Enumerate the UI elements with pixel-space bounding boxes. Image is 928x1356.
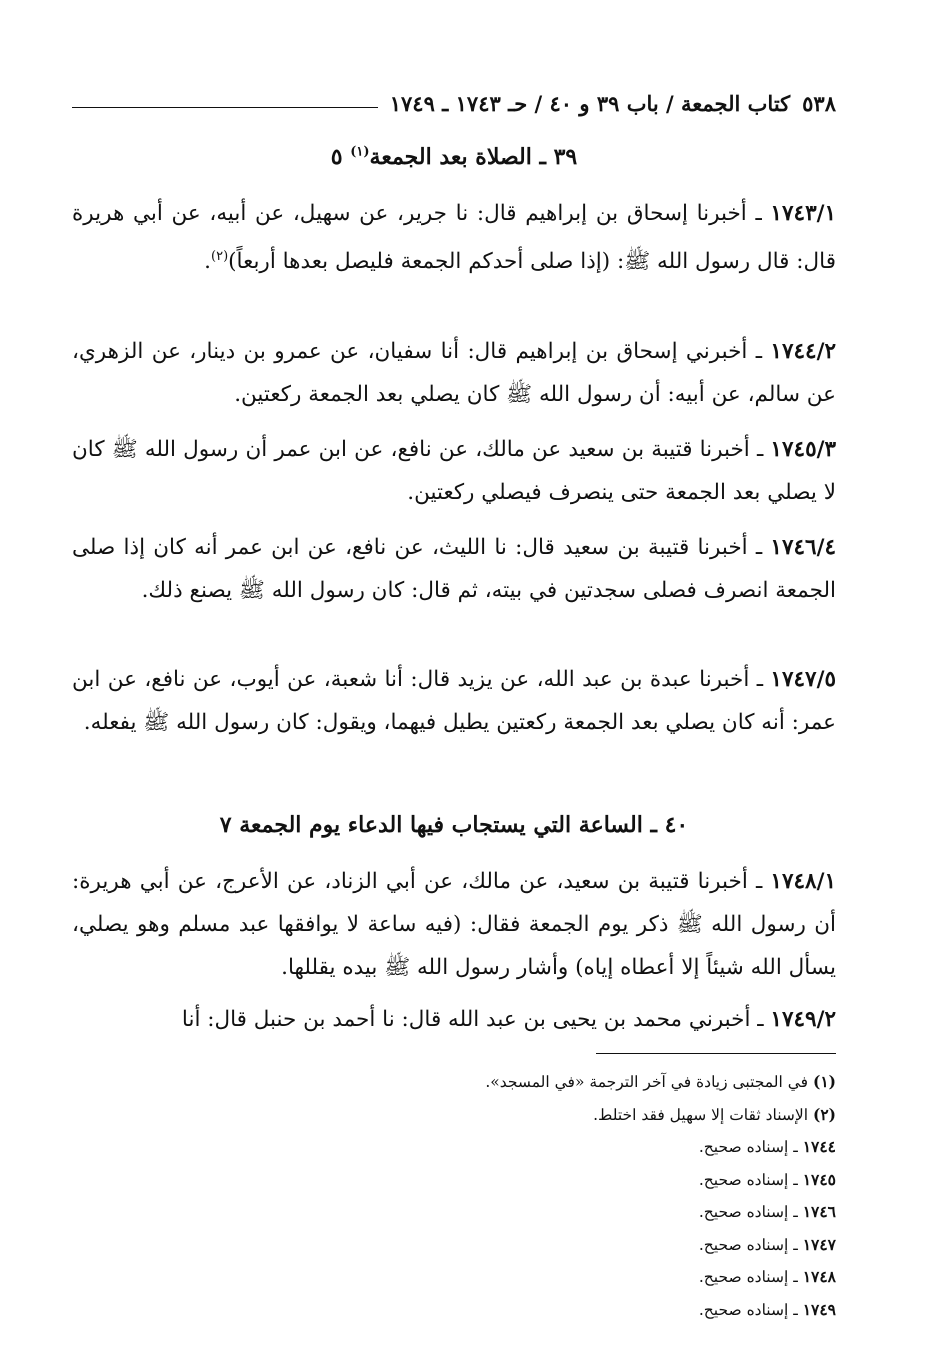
hadith-text: أخبرنا قتيبة بن سعيد قال: نا الليث، عن نافع، عن ابن عمر أنه كان إذا صلى الجمعة انصرف فصلى سجدتين في بيته، ثم قال: كان رسول الله ﷺ يصنع ذلك. [72, 535, 836, 603]
hadith-number: ١٧٤٣/١ [770, 201, 837, 226]
footnote-number: (١) [812, 1072, 836, 1091]
header-rule [72, 107, 378, 108]
hadith-number: ١٧٤٨/١ [770, 869, 836, 894]
footnote-text: في المجتبى زيادة في آخر الترجمة «في المسجد». [485, 1073, 809, 1091]
chapter-heading: ٣٩ ـ الصلاة بعد الجمعة$^{(١)}$ ٥ [330, 144, 578, 170]
footnote [72, 1164, 836, 1197]
chapter-title: الساعة التي يستجاب فيها الدعاء يوم الجمعة [239, 812, 643, 838]
footnote [72, 1196, 836, 1229]
hadith-text: أخبرنا عبدة بن عبد الله، عن يزيد قال: أنا شعبة، عن أيوب، عن نافع، عن ابن عمر: أنه كان يصلي بعد الجمعة ركعتين يطيل فيهما، ويقول: كان رسول الله ﷺ يفعله. [72, 667, 836, 735]
hadith-paragraph: ١٧٤٨/١ ـ أخبرنا قتيبة بن سعيد، عن مالك، عن أبي الزناد، عن الأعرج، عن أبي هريرة: أن رسول الله ﷺ ذكر يوم الجمعة فقال: (فيه ساعة لا يوافقها عبد مسلم وهو يصلي، يسأل الله شيئاً إلا أعطاه إياه) وأشار رسول الله ﷺ بيده يقللها. [72, 869, 836, 980]
footnote [72, 1066, 836, 1099]
footnote-ref: (٢) [211, 249, 229, 264]
footnote-text: ـ إسناده صحيح. [698, 1300, 798, 1319]
footnote-number: ١٧٤٧ [802, 1234, 836, 1254]
chapter-title: الصلاة بعد الجمعة [369, 144, 532, 170]
hadith-paragraph: ١٧٤٤/٢ ـ أخبرني إسحاق بن إبراهيم قال: أنا سفيان، عن عمرو بن دينار، عن الزهري، عن سالم، عن أبيه: أن رسول الله ﷺ كان يصلي بعد الجمعة ركعتين. [72, 339, 836, 407]
hadith-text: أخبرنا قتيبة بن سعيد عن مالك، عن نافع، عن ابن عمر أن رسول الله ﷺ كان لا يصلي بعد الجمعة حتى ينصرف فيصلي ركعتين. [72, 437, 836, 505]
hadith-paragraph: ١٧٤٣/١ ـ أخبرنا إسحاق بن إبراهيم قال: نا جرير، عن سهيل، عن أبيه، عن أبي هريرة قال: قال رسول الله ﷺ: (إذا صلى أحدكم الجمعة فليصل بعدها أربعاً)$^{(٢)}$. [72, 201, 837, 275]
chapter-number: ٤٠ [664, 812, 689, 838]
hadith-number: ١٧٤٩/٢ [770, 1007, 836, 1032]
running-header [72, 86, 836, 120]
footnote [72, 1099, 836, 1132]
footnote-text: الإسناد ثقات إلا سهيل فقد اختلط. [593, 1105, 809, 1124]
footnote-text: ـ إسناده صحيح. [698, 1138, 798, 1156]
chapter-number: ٣٩ [553, 144, 578, 170]
hadith-paragraph: ١٧٤٧/٥ ـ أخبرنا عبدة بن عبد الله، عن يزيد قال: أنا شعبة، عن أيوب، عن نافع، عن ابن عمر: أنه كان يصلي بعد الجمعة ركعتين يطيل فيهما، ويقول: كان رسول الله ﷺ يفعله. [72, 667, 836, 735]
footnote-number: (٢) [812, 1104, 836, 1124]
chapter-mark: ٥ [330, 144, 343, 170]
hadith-paragraph: ١٧٤٦/٤ ـ أخبرنا قتيبة بن سعيد قال: نا الليث، عن نافع، عن ابن عمر أنه كان إذا صلى الجمعة انصرف فصلى سجدتين في بيته، ثم قال: كان رسول الله ﷺ يصنع ذلك. [72, 535, 836, 603]
hadith-text: أخبرني إسحاق بن إبراهيم قال: أنا سفيان، عن عمرو بن دينار، عن الزهري، عن سالم، عن أبيه: أن رسول الله ﷺ كان يصلي بعد الجمعة ركعتين. [72, 339, 836, 407]
footnote [72, 1261, 836, 1294]
hadith-paragraph: ١٧٤٩/٢ ـ أخبرني محمد بن يحيى بن عبد الله قال: نا أحمد بن حنبل قال: أنا [181, 1007, 836, 1032]
footnote-number: ١٧٤٨ [802, 1267, 836, 1286]
page-number: ٥٣٨ [802, 90, 836, 116]
footnote-text: ـ إسناده صحيح. [698, 1170, 798, 1189]
hadith-number: ١٧٤٥/٣ [770, 437, 837, 462]
hadith-paragraph: ١٧٤٥/٣ ـ أخبرنا قتيبة بن سعيد عن مالك، عن نافع، عن ابن عمر أن رسول الله ﷺ كان لا يصلي بعد الجمعة حتى ينصرف فيصلي ركعتين. [72, 437, 837, 505]
footnotes [72, 1066, 836, 1326]
footnote-text: ـ إسناده صحيح. [698, 1268, 798, 1286]
chapter-heading: ٤٠ ـ الساعة التي يستجاب فيها الدعاء يوم الجمعة ٧ [219, 812, 689, 838]
footnote-number: ١٧٤٥ [802, 1169, 836, 1189]
hadith-number: ١٧٤٧/٥ [770, 667, 836, 692]
hadith-number: ١٧٤٤/٢ [770, 339, 836, 364]
chapter-mark: ٧ [219, 812, 232, 838]
footnote [72, 1294, 836, 1327]
hadith-text: أخبرني محمد بن يحيى بن عبد الله قال: نا أحمد بن حنبل قال: أنا [181, 1007, 751, 1032]
hadith-number: ١٧٤٦/٤ [770, 535, 836, 560]
footnote-ref: (١) [350, 144, 370, 160]
hadith-text: أخبرنا إسحاق بن إبراهيم قال: نا جرير، عن سهيل، عن أبيه، عن أبي هريرة قال: قال رسول الله ﷺ: (إذا صلى أحدكم الجمعة فليصل بعدها أربعاً) [72, 201, 836, 275]
footnote [72, 1131, 836, 1164]
footnote-number: ١٧٤٦ [802, 1202, 836, 1221]
footnote-number: ١٧٤٤ [802, 1137, 836, 1156]
footnote [72, 1229, 836, 1262]
hadith-text: أخبرنا قتيبة بن سعيد، عن مالك، عن أبي الزناد، عن الأعرج، عن أبي هريرة: أن رسول الله ﷺ ذكر يوم الجمعة فقال: (فيه ساعة لا يوافقها عبد مسلم وهو يصلي، يسأل الله شيئاً إلا أعطاه إياه) وأشار رسول الله ﷺ بيده يقللها. [72, 869, 836, 980]
running-title: كتاب الجمعة / باب ٣٩ و ٤٠ / حـ ١٧٤٣ ـ ١٧٤٩ [389, 90, 791, 116]
footnote-text: ـ إسناده صحيح. [698, 1235, 798, 1254]
footnote-separator [596, 1053, 836, 1054]
footnote-number: ١٧٤٩ [802, 1299, 836, 1319]
footnote-text: ـ إسناده صحيح. [698, 1203, 798, 1221]
